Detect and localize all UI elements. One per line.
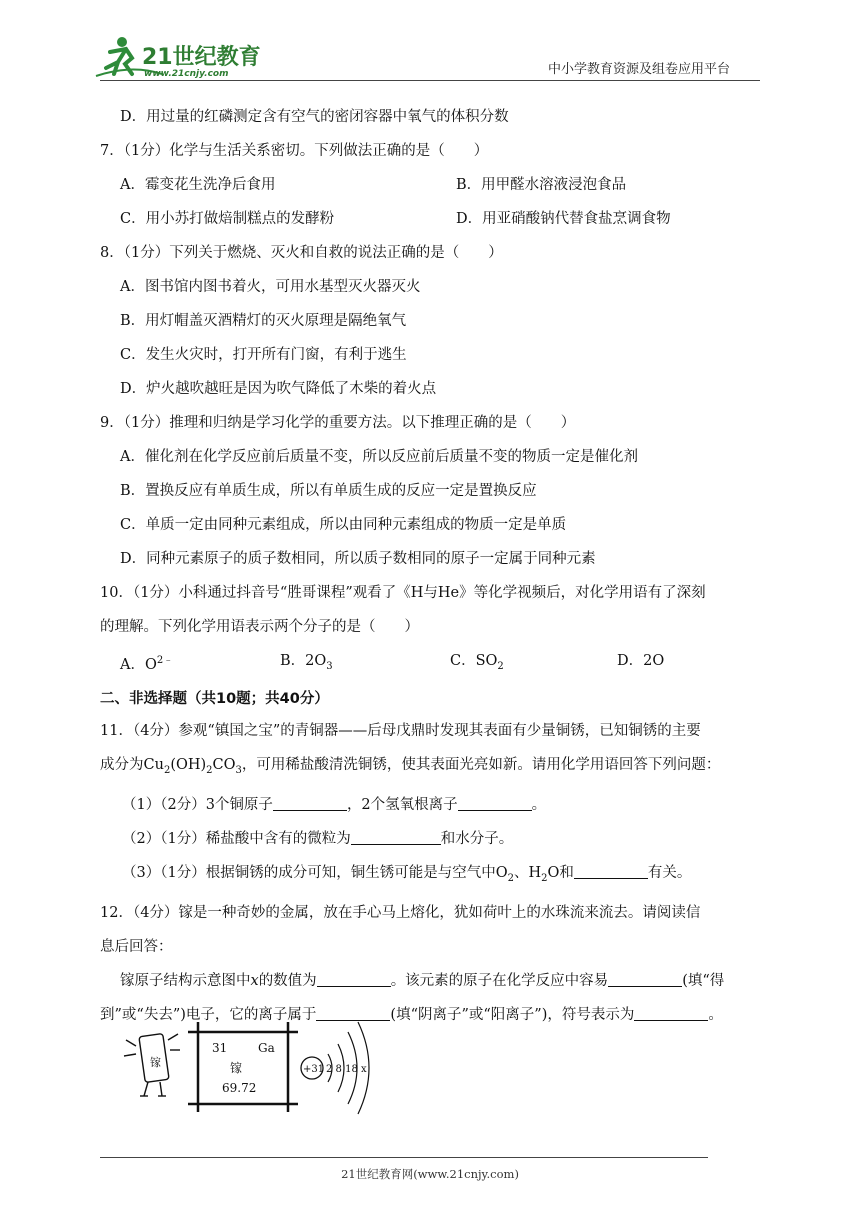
header-divider	[100, 80, 760, 81]
q10-option-b: B．$2O_3$	[280, 653, 333, 672]
q7-option-c: C．用小苏打做焙制糕点的发酵粉	[120, 211, 335, 227]
answer-blank[interactable]	[608, 972, 682, 987]
q7-option-a: A．霉变花生洗净后食用	[120, 177, 276, 193]
q10-option-c: C．$SO_2$	[450, 653, 504, 672]
q10-stem-line1: 10．（1分）小科通过抖音号“胜哥课程”观看了《H与He》等化学视频后，对化学用语有了深刻	[100, 585, 706, 601]
q12-stem-line1: 12．（4分）镓是一种奇妙的金属，放在手心马上熔化，犹如荷叶上的水珠流来流去。请阅读信	[100, 904, 701, 921]
q10-options	[100, 644, 760, 684]
q8-option-d: D．炉火越吹越旺是因为吹气降低了木柴的着火点	[120, 381, 437, 397]
footer-divider	[100, 1157, 708, 1158]
element-name: 镓	[230, 1061, 243, 1075]
answer-blank[interactable]	[574, 864, 648, 879]
q10-option-a: A．$O^{2﹣}$	[120, 655, 174, 673]
answer-blank[interactable]	[273, 796, 347, 811]
q11-part-1: （1）（2分）3个铜原子 ，2个氢氧根离子 。	[122, 796, 547, 813]
q10-stem-line2: 的理解。下列化学用语表示两个分子的是（ ）	[100, 619, 419, 635]
answer-blank[interactable]	[351, 830, 441, 845]
q12-stem-line2: 息后回答：	[100, 938, 173, 955]
q8-option-a: A．图书馆内图书着火，可用水基型灭火器灭火	[120, 279, 421, 295]
q8-option-c: C．发生火灾时，打开所有门窗，有利于逃生	[120, 347, 407, 363]
q11-stem-line1: 11．（4分）参观“镇国之宝”的青铜器——后母戊鼎时发现其表面有少量铜锈，已知铜锈的主要	[100, 722, 701, 739]
q8-stem: 8．（1分）下列关于燃烧、灭火和自救的说法正确的是（ ）	[100, 245, 503, 261]
brand-tagline: 中小学教育资源及组卷应用平台	[548, 62, 731, 77]
q12-body-line2: 到”或“失去”)电子，它的离子属于 (填“阴离子”或“阳离子”)，符号表示为 。	[100, 1006, 723, 1023]
q9-option-c: C．单质一定由同种元素组成，所以由同种元素组成的物质一定是单质	[120, 517, 567, 533]
section-2-title: 二、非选择题（共10题；共40分）	[100, 690, 329, 707]
q7-option-d: D．用亚硝酸钠代替食盐烹调食物	[456, 211, 671, 227]
q10-option-d: D．2O	[617, 653, 665, 669]
logo-url: www.21cnjy.com	[144, 69, 229, 79]
q6-option-d: D．用过量的红磷测定含有空气的密闭容器中氧气的体积分数	[120, 109, 509, 125]
element-symbol: Ga	[258, 1041, 275, 1055]
q9-option-d: D．同种元素原子的质子数相同，所以质子数相同的原子一定属于同种元素	[120, 551, 596, 567]
q7-options	[100, 168, 760, 236]
answer-blank[interactable]	[317, 972, 391, 987]
q9-option-a: A．催化剂在化学反应前后质量不变，所以反应前后质量不变的物质一定是催化剂	[120, 449, 638, 465]
answer-blank[interactable]	[634, 1006, 708, 1021]
q12-body-line1: 镓原子结构示意图中x的数值为 。该元素的原子在化学反应中容易 (填“得	[120, 972, 725, 989]
q11-part-3: （3）（1分）根据铜锈的成分可知，铜生锈可能是与空气中$O_2$、$H_2O$和 有关。	[122, 864, 692, 884]
footer-text: 21世纪教育网(www.21cnjy.com)	[341, 1167, 519, 1181]
q8-option-b: B．用灯帽盖灭酒精灯的灭火原理是隔绝氧气	[120, 313, 407, 329]
question-content	[100, 100, 760, 1032]
q11-part-2: （2）（1分）稀盐酸中含有的微粒为 和水分子。	[122, 830, 514, 847]
logo-text: 21世纪教育	[142, 45, 261, 70]
q9-stem: 9．（1分）推理和归纳是学习化学的重要方法。以下推理正确的是（ ）	[100, 415, 576, 431]
gallium-figure	[122, 1010, 392, 1120]
electron-shells: 2 8 18 x	[326, 1064, 367, 1075]
atom-structure	[301, 1022, 369, 1114]
periodic-cell	[188, 1022, 298, 1112]
q9-option-b: B．置换反应有单质生成，所以有单质生成的反应一定是置换反应	[120, 483, 537, 499]
answer-blank[interactable]	[458, 796, 532, 811]
q7-stem: 7．（1分）化学与生活关系密切。下列做法正确的是（ ）	[100, 143, 489, 159]
site-logo	[92, 34, 262, 80]
hand-label: 镓	[150, 1056, 161, 1069]
nucleus-charge: +31	[303, 1064, 325, 1075]
q7-option-b: B．用甲醛水溶液浸泡食品	[456, 177, 627, 193]
atomic-number: 31	[212, 1041, 228, 1055]
q11-stem-line2: 成分为$Cu_2(OH)_2CO_3$，可用稀盐酸清洗铜锈，使其表面光亮如新。请用化学用语回答下列问题：	[100, 756, 721, 776]
atomic-mass: 69.72	[222, 1081, 257, 1095]
